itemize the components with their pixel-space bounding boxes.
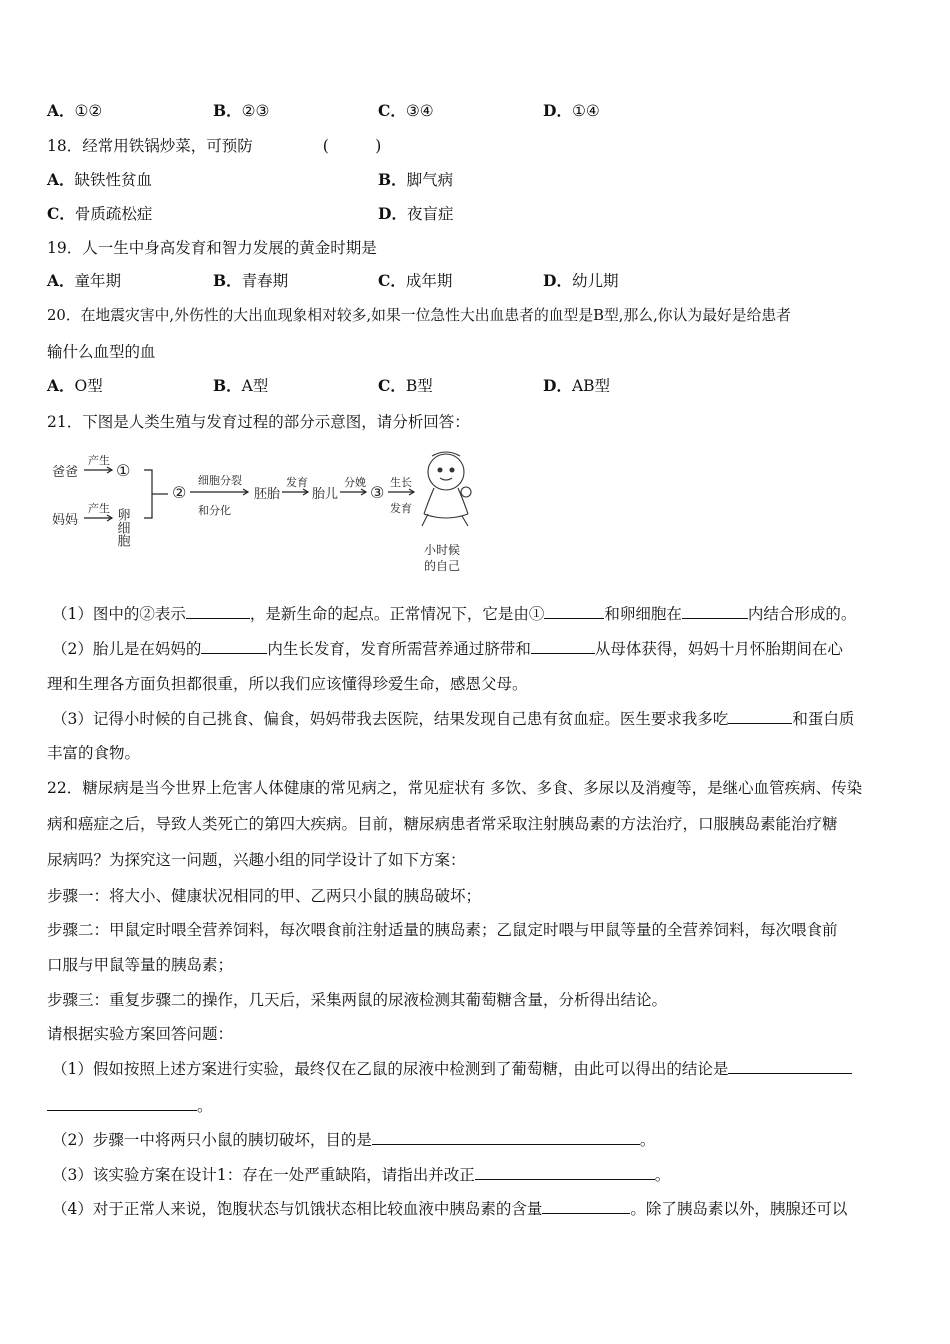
q21-stem: 21．下图是人类生殖与发育过程的部分示意图，请分析回答： (47, 413, 470, 431)
svg-text:卵细胞: 卵细胞 (114, 508, 130, 547)
diagram-embryo: 胚胎 (254, 487, 281, 502)
q20-stem-line2: 输什么血型的血 (47, 343, 156, 361)
q22-step2: 步骤二：甲鼠定时喂全营养饲料，每次喂食前注射适量的胰岛素；乙鼠定时喂与甲鼠等量的全营养饲料，每次喂食前 (47, 921, 838, 939)
q19-option-c: C．成年期 (378, 271, 453, 290)
diagram-circle-3: ③ (370, 483, 385, 502)
q22-stem-line3: 尿病吗？为探究这一问题，兴趣小组的同学设计了如下方案： (47, 851, 466, 869)
q22-part1: （1）假如按照上述方案进行实验，最终仅在乙鼠的尿液中检测到了葡萄糖，由此可以得出的结论是 (52, 1058, 852, 1079)
q20-option-d: D．AB型 (543, 376, 611, 395)
q18-option-b: B．脚气病 (378, 170, 454, 189)
q21-part2: （2）胎儿是在妈妈的 内生长发育，发育所需营养通过脐带和 从母体获得，妈妈十月怀胎期间在心 (52, 640, 843, 658)
q22-stem-line2: 病和癌症之后，导致人类死亡的第四大疾病。目前，糖尿病患者常采取注射胰岛素的方法治疗，口服胰岛素能治疗糖 (47, 815, 838, 833)
q18-option-d: D．夜盲症 (378, 204, 454, 223)
q20-option-c: C．B型 (378, 376, 433, 395)
diagram-produce-2: 产生 (88, 502, 110, 515)
q22-step3: 步骤三：重复步骤二的操作，几天后，采集两鼠的尿液检测其葡萄糖含量，分析得出结论。 (47, 991, 668, 1009)
diagram-develop-2: 发育 (390, 502, 412, 515)
diagram-and-differentiation: 和分化 (198, 504, 231, 517)
reproduction-diagram (48, 446, 508, 581)
q17-option-b: B．②③ (213, 101, 270, 120)
q20-stem-line1: 20．在地震灾害中,外伤性的大出血现象相对较多,如果一位急性大出血患者的血型是B型,那么,你认为最好是给患者 (47, 307, 791, 324)
q21-part1: （1）图中的②表示 ，是新生命的起点。正常情况下，它是由① 和卵细胞在 内结合形成的。 (52, 605, 857, 623)
diagram-dad: 爸爸 (52, 465, 79, 480)
q17-option-a: A．①② (47, 101, 103, 120)
q20-option-a: A．O型 (47, 376, 103, 395)
q22-stem-line1: 22．糖尿病是当今世界上危害人体健康的常见病之，常见症状有 多饮、多食、多尿以及消瘦等，是继心血管疾病、传染 (47, 779, 863, 797)
diagram-produce-1: 产生 (88, 454, 110, 467)
q21-part3-cont: 丰富的食物。 (47, 744, 141, 762)
q21-part2-cont: 理和生理各方面负担都很重，所以我们应该懂得珍爱生命，感恩父母。 (47, 675, 528, 693)
q22-part1-cont: 。 (47, 1095, 213, 1116)
q22-part2: （2）步骤一中将两只小鼠的胰切破坏，目的是 。 (52, 1131, 656, 1149)
diagram-egg-cell-label (115, 508, 131, 548)
q22-part3: （3）该实验方案在设计1：存在一处严重缺陷，请指出并改正 。 (52, 1166, 671, 1184)
q21-part3: （3）记得小时候的自己挑食、偏食，妈妈带我去医院，结果发现自己患有贫血症。医生要求我多吃 和蛋白质 (52, 710, 855, 728)
q17-option-d: D．①④ (543, 101, 600, 120)
q19-stem: 19．人一生中身高发育和智力发展的黄金时期是 (47, 239, 377, 257)
q19-option-a: A．童年期 (47, 271, 122, 290)
diagram-fetus: 胎儿 (312, 487, 339, 502)
diagram-caption-1: 小时候 (424, 543, 461, 557)
q18-option-c: C．骨质疏松症 (47, 204, 153, 223)
q17-option-c: C．③④ (378, 101, 434, 120)
q18-stem: 18．经常用铁锅炒菜，可预防 ( ) (47, 137, 382, 155)
diagram-circle-2: ② (172, 483, 187, 502)
q19-option-b: B．青春期 (213, 271, 289, 290)
diagram-caption-2: 的自己 (424, 559, 461, 573)
q22-step2-cont: 口服与甲鼠等量的胰岛素； (47, 956, 234, 974)
child-drawing-icon (422, 452, 471, 526)
q22-step1: 步骤一：将大小、健康状况相同的甲、乙两只小鼠的胰岛破坏； (47, 887, 482, 905)
diagram-develop: 发育 (286, 476, 308, 489)
diagram-circle-1: ① (116, 461, 131, 480)
diagram-mom: 妈妈 (52, 513, 79, 528)
q22-part4: （4）对于正常人来说，饱腹状态与饥饿状态相比较血液中胰岛素的含量 。除了胰岛素以外，胰腺还可以 (52, 1200, 848, 1218)
diagram-cell-division: 细胞分裂 (198, 474, 242, 487)
q20-option-b: B．A型 (213, 376, 269, 395)
q22-question-prompt: 请根据实验方案回答问题： (47, 1025, 234, 1043)
diagram-grow: 生长 (390, 476, 412, 489)
q18-option-a: A．缺铁性贫血 (47, 170, 153, 189)
diagram-delivery: 分娩 (344, 476, 366, 489)
q19-option-d: D．幼儿期 (543, 271, 619, 290)
